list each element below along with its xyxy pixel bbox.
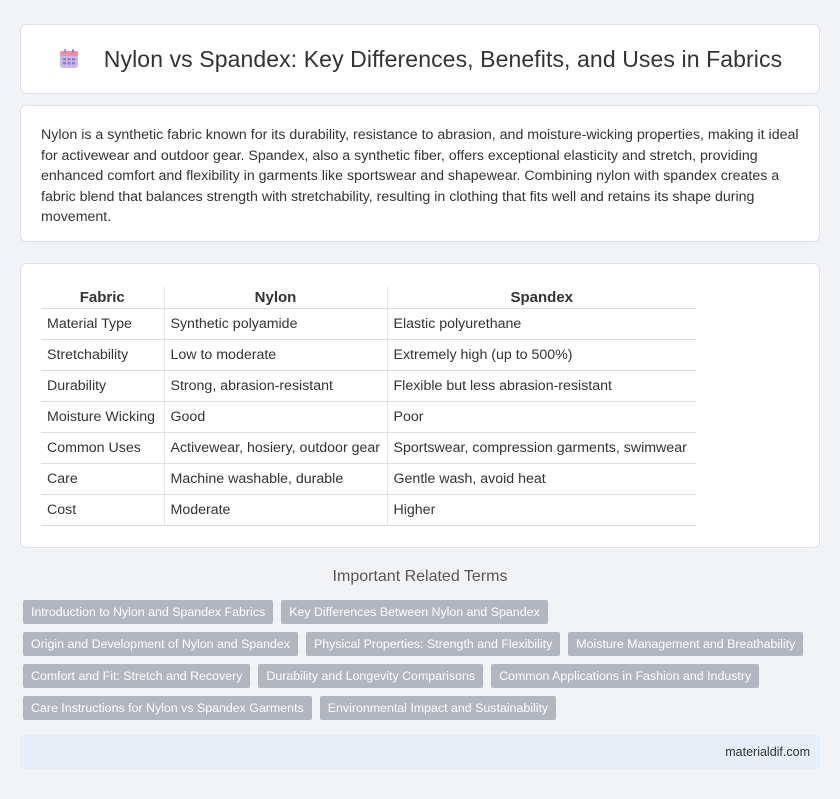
- table-row: [41, 464, 696, 495]
- table-row: [41, 309, 696, 340]
- table-cell: Common Uses: [41, 433, 164, 464]
- header-spandex: Spandex: [387, 286, 696, 309]
- table-cell: Durability: [41, 371, 164, 402]
- related-term-tag[interactable]: Care Instructions for Nylon vs Spandex Garments: [23, 696, 312, 720]
- table-cell: Activewear, hosiery, outdoor gear: [164, 433, 387, 464]
- related-term-tag[interactable]: Moisture Management and Breathability: [568, 632, 803, 656]
- related-term-tag[interactable]: Comfort and Fit: Stretch and Recovery: [23, 664, 250, 688]
- table-cell: Extremely high (up to 500%): [387, 340, 696, 371]
- table-cell: Higher: [387, 495, 696, 526]
- related-term-tag[interactable]: Key Differences Between Nylon and Spandex: [281, 600, 548, 624]
- related-term-tag[interactable]: Environmental Impact and Sustainability: [320, 696, 556, 720]
- table-cell: Flexible but less abrasion-resistant: [387, 371, 696, 402]
- table-cell: Gentle wash, avoid heat: [387, 464, 696, 495]
- table-cell: Machine washable, durable: [164, 464, 387, 495]
- table-cell: Material Type: [41, 309, 164, 340]
- related-term-tag[interactable]: Physical Properties: Strength and Flexibility: [306, 632, 560, 656]
- table-cell: Moisture Wicking: [41, 402, 164, 433]
- intro-card: [20, 105, 820, 242]
- related-terms-title: Important Related Terms: [332, 568, 508, 585]
- table-cell: Cost: [41, 495, 164, 526]
- calendar-icon: [58, 48, 80, 70]
- table-cell: Strong, abrasion-resistant: [164, 371, 387, 402]
- related-term-tag[interactable]: Origin and Development of Nylon and Spandex: [23, 632, 298, 656]
- related-term-tag[interactable]: Durability and Longevity Comparisons: [258, 664, 483, 688]
- table-cell: Sportswear, compression garments, swimwear: [387, 433, 696, 464]
- footer-site[interactable]: materialdif.com: [725, 745, 810, 759]
- related-term-tag[interactable]: Introduction to Nylon and Spandex Fabrics: [23, 600, 273, 624]
- header-fabric: Fabric: [41, 286, 164, 309]
- related-terms-list: [23, 600, 823, 728]
- header-nylon: Nylon: [164, 286, 387, 309]
- table-cell: Good: [164, 402, 387, 433]
- page-title: Nylon vs Spandex: Key Differences, Benefits, and Uses in Fabrics: [103, 45, 783, 72]
- table-header-row: [41, 286, 696, 309]
- related-term-tag[interactable]: Common Applications in Fashion and Industry: [491, 664, 759, 688]
- table-cell: Care: [41, 464, 164, 495]
- comparison-card: [20, 263, 820, 548]
- table-cell: Poor: [387, 402, 696, 433]
- table-row: [41, 433, 696, 464]
- table-row: [41, 371, 696, 402]
- page-header: [20, 24, 820, 94]
- table-row: [41, 340, 696, 371]
- table-row: [41, 495, 696, 526]
- table-cell: Stretchability: [41, 340, 164, 371]
- footer: [20, 735, 820, 769]
- table-cell: Moderate: [164, 495, 387, 526]
- table-row: [41, 402, 696, 433]
- table-cell: Elastic polyurethane: [387, 309, 696, 340]
- table-cell: Low to moderate: [164, 340, 387, 371]
- table-cell: Synthetic polyamide: [164, 309, 387, 340]
- intro-text: Nylon is a synthetic fabric known for its durability, resistance to abrasion, and moisture-wicking properties, making it ideal for activewear and outdoor gear. Spandex, also a synthetic fiber, offers exceptional elasticity and stretch, providing enhanced comfort and flexibility in garments like sportswear and shapewear. Combining nylon with spandex creates a fabric blend that balances strength with stretchability, resulting in clothing that fits well and retains its shape during movement.: [41, 127, 799, 226]
- comparison-table: [41, 286, 696, 526]
